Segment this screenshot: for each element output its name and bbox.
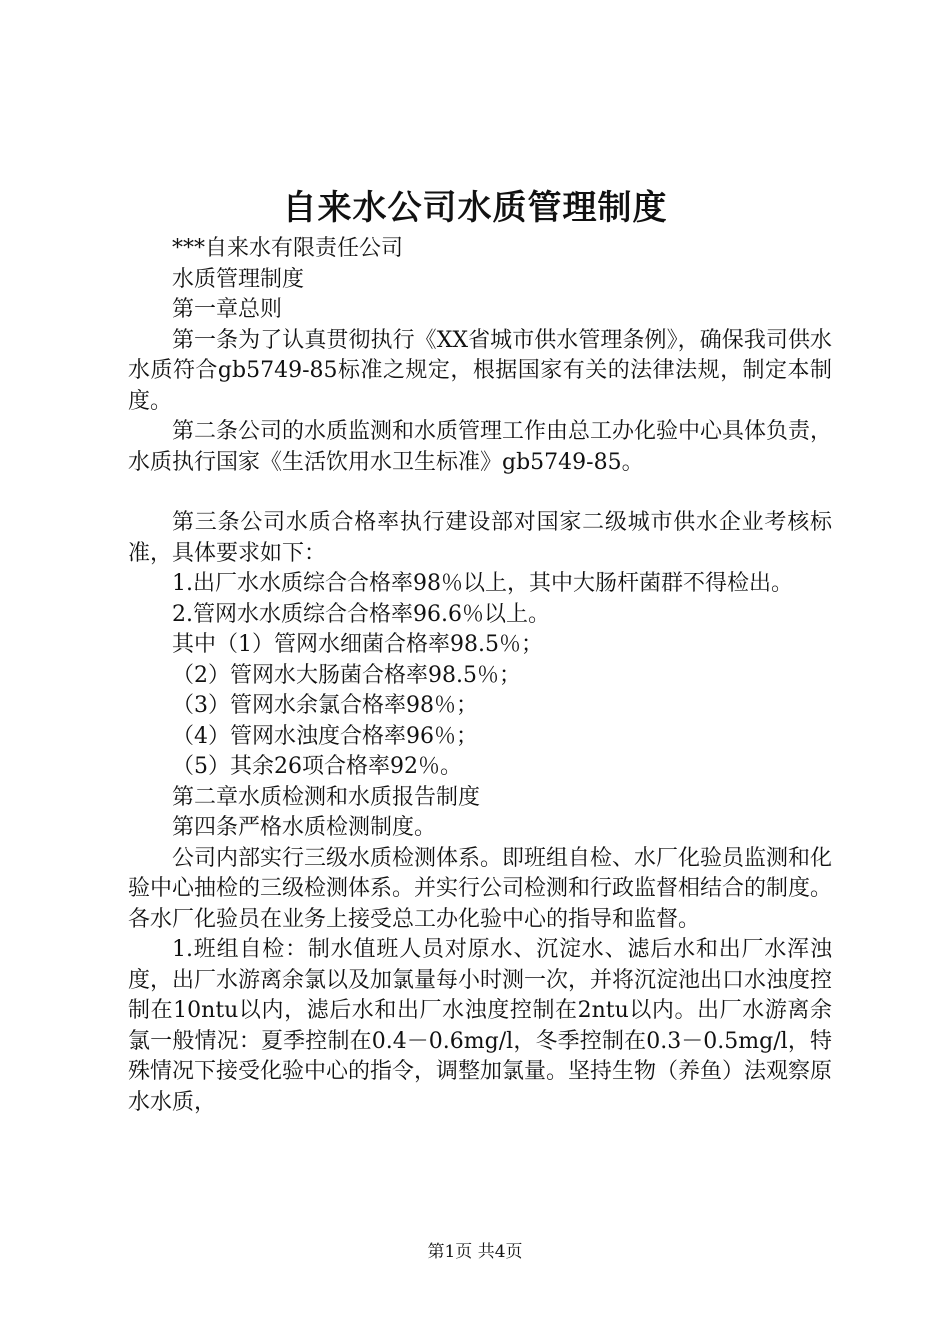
article-paragraph: 公司内部实行三级水质检测体系。即班组自检、水厂化验员监测和化验中心抽检的三级检测体系。并实行公司检测和行政监督相结合的制度。各水厂化验员在业务上接受总工办化验中心的指导和监督。: [128, 845, 833, 932]
article-paragraph: 1.班组自检：制水值班人员对原水、沉淀水、滤后水和出厂水浑浊度，出厂水游离余氯以及加氯量每小时测一次，并将沉淀池出口水浊度控制在10ntu以内，滤后水和出厂水浊度控制在2ntu以内。出厂水游离余氯一般情况：夏季控制在0.4－0.6mg/l，冬季控制在0.3－0.5mg/l，特殊情况下接受化验中心的指令，调整加氯量。坚持生物（养鱼）法观察原水水质，: [128, 937, 833, 1115]
list-item: 2.管网水水质综合合格率96.6％以上。: [172, 601, 550, 627]
chapter-heading: 第一章总则: [172, 297, 283, 322]
list-item: 其中（1）管网水细菌合格率98.5％；: [172, 632, 543, 657]
document-body: [128, 234, 832, 1118]
document-title: 自来水公司水质管理制度: [282, 188, 668, 228]
chapter-heading: 第二章水质检测和水质报告制度: [172, 784, 481, 810]
page-footer: 第1页 共4页: [427, 1242, 523, 1262]
article-paragraph: 第一条为了认真贯彻执行《XX省城市供水管理条例》，确保我司供水水质符合gb5749-85标准之规定，根据国家有关的法律法规，制定本制度。: [128, 327, 832, 414]
list-item: （3）管网水余氯合格率98％；: [172, 693, 478, 718]
list-item: （4）管网水浊度合格率96％；: [172, 723, 478, 749]
article-paragraph: 第三条公司水质合格率执行建设部对国家二级城市供水企业考核标准，具体要求如下：: [128, 510, 832, 566]
article-paragraph: 第四条严格水质检测制度。: [172, 815, 437, 840]
company-name-line: ***自来水有限责任公司: [172, 236, 404, 261]
article-paragraph: 第二条公司的水质监测和水质管理工作由总工办化验中心具体负责，水质执行国家《生活饮用水卫生标准》gb5749-85。: [128, 419, 833, 475]
list-item: 1.出厂水水质综合合格率98％以上，其中大肠杆菌群不得检出。: [172, 571, 793, 596]
list-item: （5）其余26项合格率92％。: [172, 754, 462, 779]
list-item: （2）管网水大肠菌合格率98.5％；: [172, 662, 521, 688]
policy-name-line: 水质管理制度: [172, 266, 305, 292]
